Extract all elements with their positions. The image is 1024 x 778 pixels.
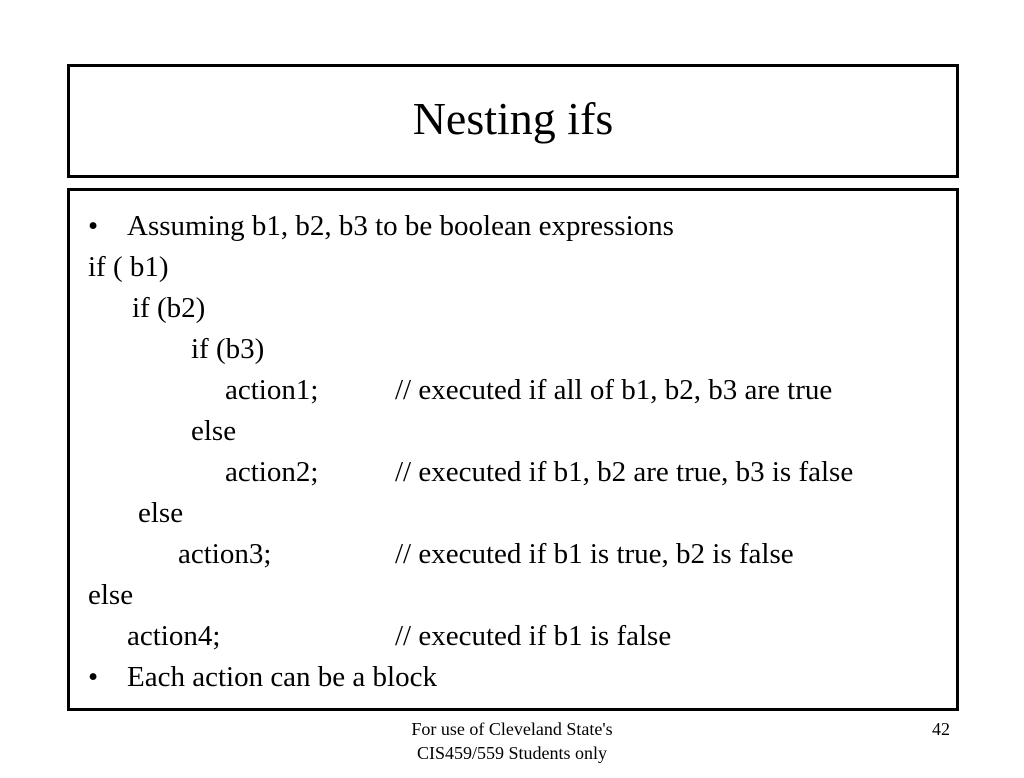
footer-notice	[380, 717, 644, 765]
code-comment3: // executed if b1 is true, b2 is false	[395, 538, 794, 570]
code-comment1: // executed if all of b1, b2, b3 are true	[395, 374, 833, 406]
bullet-text-assumption: Assuming b1, b2, b3 to be boolean expressions	[127, 210, 674, 242]
code-else-b1: else	[88, 579, 134, 611]
code-action1: action1;	[225, 374, 319, 406]
title-box	[67, 64, 959, 178]
code-action3: action3;	[178, 538, 272, 570]
code-else-b2: else	[138, 497, 184, 529]
footer-line-1: For use of Cleveland State's	[411, 719, 613, 739]
bullet-text-block: Each action can be a block	[127, 661, 437, 693]
code-if-b1: if ( b1)	[88, 251, 169, 283]
code-action4: action4;	[127, 620, 221, 652]
code-comment4: // executed if b1 is false	[395, 620, 672, 652]
content-box	[67, 188, 959, 711]
bullet-marker: •	[88, 210, 99, 242]
footer-line-2: CIS459/559 Students only	[416, 743, 608, 763]
code-else-b3: else	[191, 415, 237, 447]
code-if-b3: if (b3)	[191, 333, 265, 365]
code-comment2: // executed if b1, b2 are true, b3 is false	[395, 456, 854, 488]
code-if-b2: if (b2)	[132, 292, 206, 324]
code-action2: action2;	[225, 456, 319, 488]
page-number: 42	[932, 719, 950, 739]
bullet-marker: •	[88, 661, 99, 693]
slide-title: Nesting ifs	[412, 93, 614, 144]
